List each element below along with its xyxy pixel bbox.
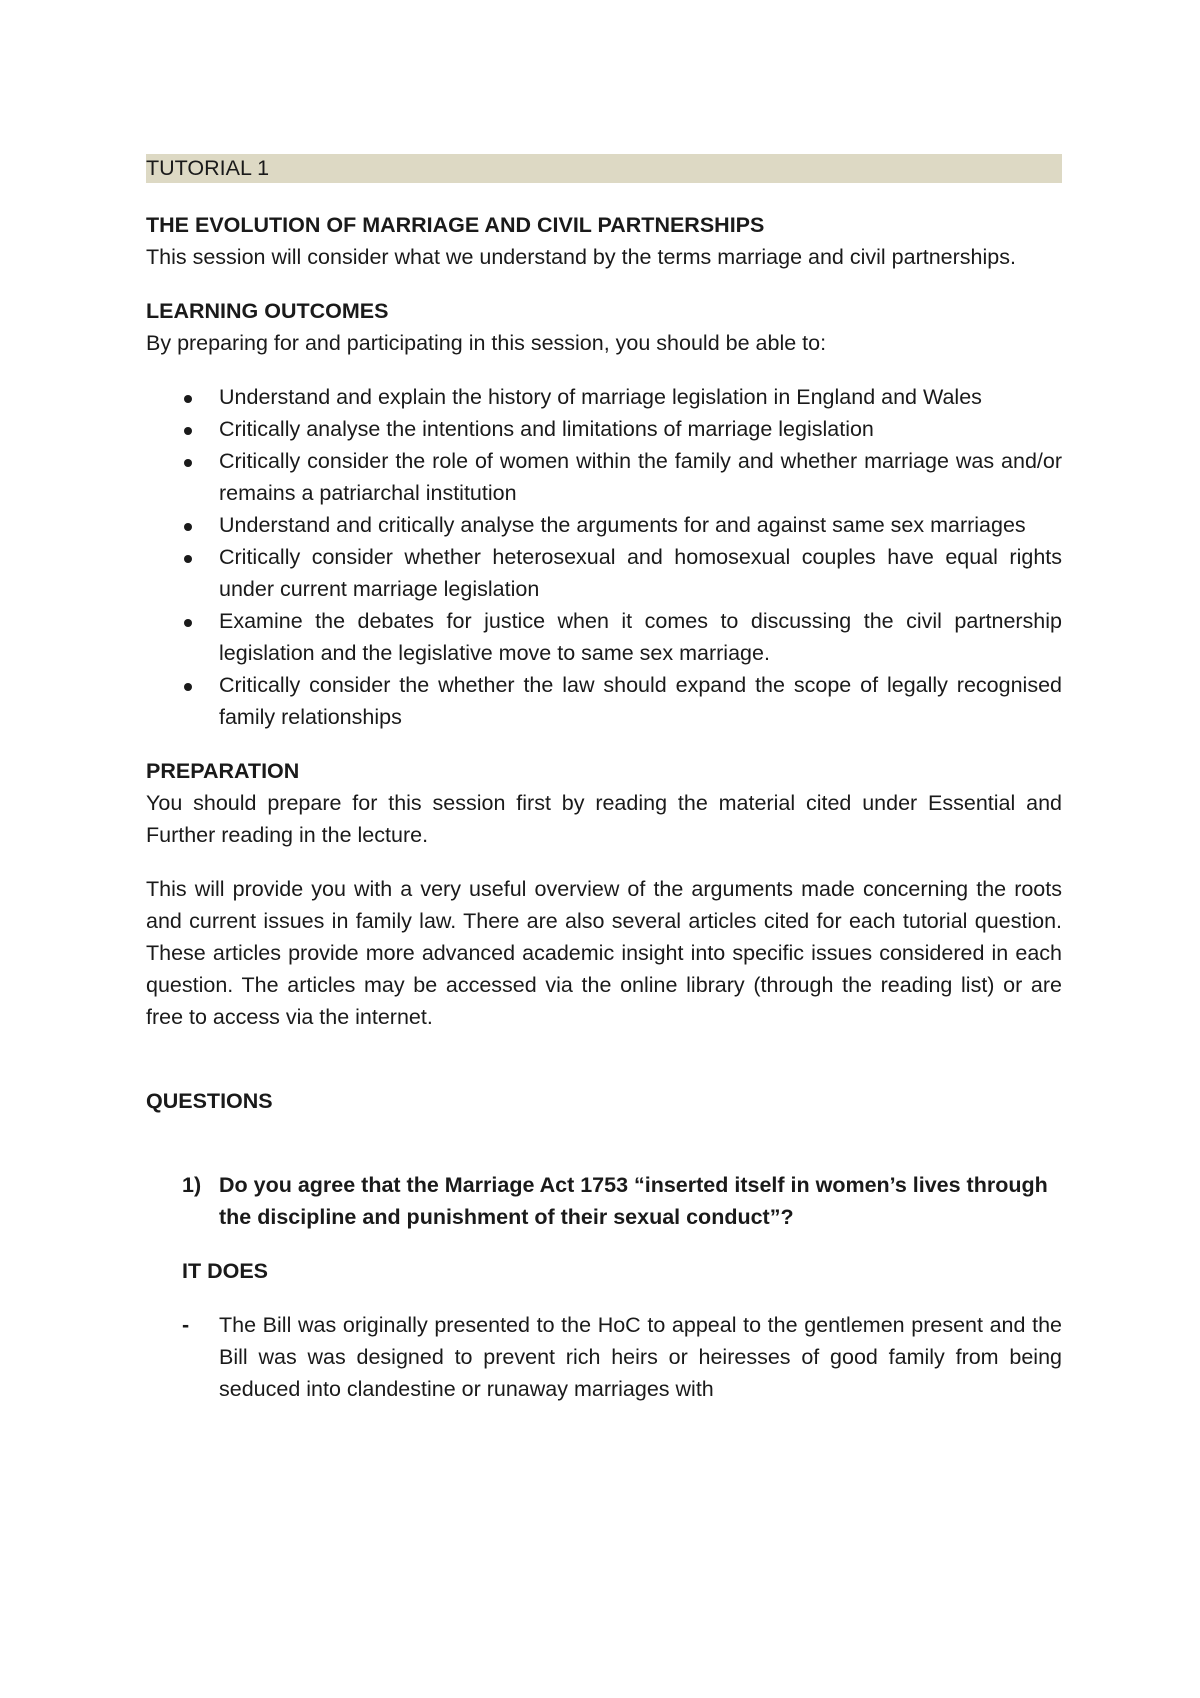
bullet-icon <box>184 523 192 531</box>
outcome-item: Critically consider the role of women within the family and whether marriage was and/or remains a patriarchal institution <box>146 445 1062 509</box>
outcome-item: Critically analyse the intentions and limitations of marriage legislation <box>146 413 1062 445</box>
outcome-item: Critically consider the whether the law should expand the scope of legally recognised family relationships <box>146 669 1062 733</box>
document-page <box>146 154 1062 1405</box>
outcome-item: Critically consider whether heterosexual and homosexual couples have equal rights under current marriage legislation <box>146 541 1062 605</box>
answer-point-text: The Bill was originally presented to the HoC to appeal to the gentlemen present and the Bill was was designed to prevent rich heirs or heiresses of good family from being seduced into clandestine or runaway marriages with <box>219 1312 1062 1401</box>
document-title: THE EVOLUTION OF MARRIAGE AND CIVIL PARTNERSHIPS <box>146 213 765 237</box>
learning-outcomes-lead: By preparing for and participating in this session, you should be able to: <box>146 331 827 355</box>
outcome-item: Examine the debates for justice when it comes to discussing the civil partnership legislation and the legislative move to same sex marriage. <box>146 605 1062 669</box>
question-number: 1) <box>182 1173 202 1197</box>
preparation-paragraph-1: You should prepare for this session first by reading the material cited under Essential and Further reading in the lecture. <box>146 791 1062 847</box>
dash-marker: - <box>182 1312 190 1337</box>
learning-outcomes-list <box>146 381 1062 733</box>
bullet-icon <box>184 619 192 627</box>
question-1 <box>146 1169 1062 1233</box>
preparation-heading: PREPARATION <box>146 759 300 783</box>
intro-paragraph: This session will consider what we understand by the terms marriage and civil partnerships. <box>146 245 1016 269</box>
question-text: Do you agree that the Marriage Act 1753 “inserted itself in women’s lives through the discipline and punishment of their sexual conduct”? <box>219 1173 1048 1229</box>
bullet-icon <box>184 395 192 403</box>
tutorial-banner: TUTORIAL 1 <box>146 154 1062 183</box>
bullet-icon <box>184 683 192 691</box>
bullet-icon <box>184 427 192 435</box>
outcome-item: Understand and critically analyse the arguments for and against same sex marriages <box>146 509 1062 541</box>
bullet-icon <box>184 459 192 467</box>
bullet-icon <box>184 555 192 563</box>
answer-point <box>146 1309 1062 1405</box>
learning-outcomes-heading: LEARNING OUTCOMES <box>146 299 389 323</box>
answer-subheading: IT DOES <box>182 1259 269 1283</box>
preparation-paragraph-2: This will provide you with a very useful overview of the arguments made concerning the roots and current issues in family law. There are also several articles cited for each tutorial question. These articles provide more advanced academic insight into specific issues considered in each question. The articles may be accessed via the online library (through the reading list) or are free to access via the internet. <box>146 877 1062 1029</box>
questions-heading: QUESTIONS <box>146 1089 273 1113</box>
outcome-item: Understand and explain the history of marriage legislation in England and Wales <box>146 381 1062 413</box>
